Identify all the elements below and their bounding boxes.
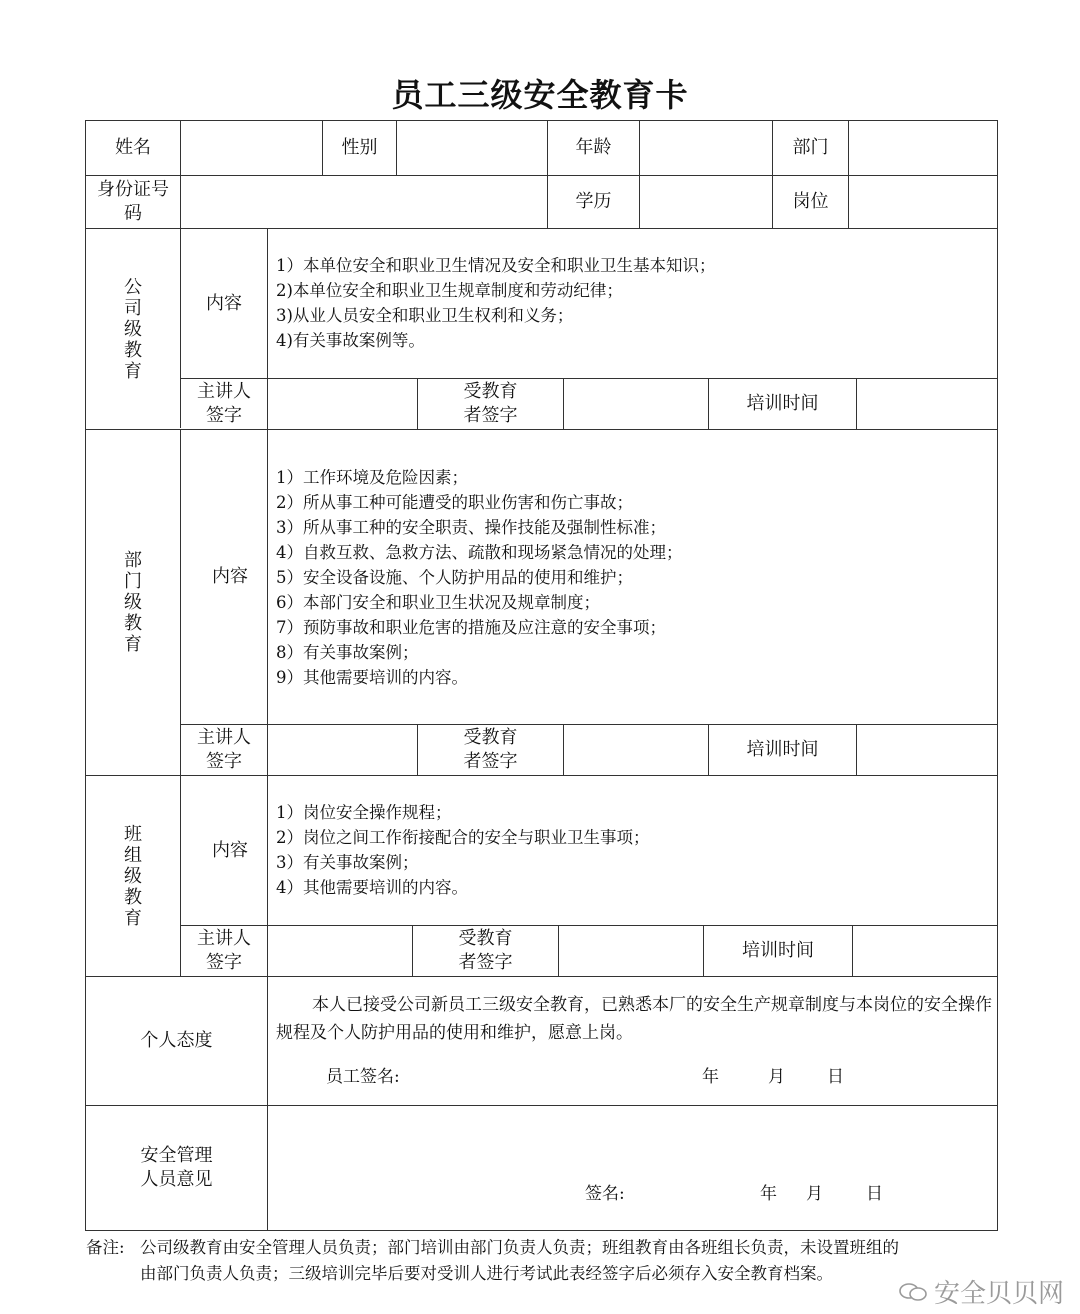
department-trainee-sign-field[interactable] (564, 725, 708, 775)
list-item: 1）本单位安全和职业卫生情况及安全和职业卫生基本知识； (276, 256, 716, 275)
attitude-year-label: 年 (702, 1067, 719, 1087)
position-field[interactable] (849, 176, 997, 228)
vertical-label-char: 教 (124, 339, 142, 361)
manager-year-label: 年 (760, 1184, 777, 1204)
gender-label: 性别 (341, 137, 378, 158)
department-training-time-field[interactable] (857, 725, 997, 775)
list-item: 1）岗位安全操作规程； (276, 803, 452, 822)
department-content-list (276, 465, 683, 690)
team-lecturer-sign-label: 主讲人 签字 (197, 928, 251, 973)
list-item: 4）自救互救、急救方法、疏散和现场紧急情况的处理； (276, 543, 683, 562)
list-item: 4）其他需要培训的内容。 (276, 878, 468, 897)
list-item: 4)有关事故案例等。 (276, 331, 425, 350)
attitude-month-label: 月 (768, 1067, 785, 1087)
vertical-label-char: 育 (124, 634, 142, 655)
team-trainee-sign-label: 受教育 者签字 (458, 928, 513, 973)
attitude-statement: 本人已接受公司新员工三级安全教育，已熟悉本厂的安全生产规章制度与本岗位的安全操作规程及个人防护用品的使用和维护，愿意上岗。 (276, 995, 992, 1043)
vertical-label-char: 部 (124, 550, 142, 571)
id-number-field[interactable] (181, 176, 547, 228)
manager-opinion-field[interactable] (268, 1106, 997, 1176)
list-item: 9）其他需要培训的内容。 (276, 668, 468, 687)
company-training-time-label: 培训时间 (746, 393, 819, 414)
department-label: 部门 (792, 137, 829, 158)
company-lecturer-sign-field[interactable] (268, 379, 417, 429)
department-field[interactable] (849, 121, 997, 175)
team-trainee-sign-field[interactable] (559, 926, 703, 976)
vertical-label-char: 司 (124, 297, 142, 319)
vertical-label-char: 组 (124, 844, 142, 866)
company-lecturer-sign-label: 主讲人 签字 (197, 381, 251, 426)
gender-field[interactable] (397, 121, 547, 175)
position-label: 岗位 (792, 191, 829, 212)
vertical-label-char: 育 (124, 907, 142, 929)
vertical-label-char: 教 (124, 613, 142, 634)
chat-bubbles-icon (898, 1282, 928, 1302)
team-content-label: 内容 (212, 839, 248, 861)
list-item: 5）安全设备设施、个人防护用品的使用和维护； (276, 568, 633, 587)
company-training-time-field[interactable] (857, 379, 997, 429)
vertical-label-char: 级 (124, 865, 142, 887)
employee-sign-field[interactable] (420, 1064, 680, 1090)
list-item: 2）所从事工种可能遭受的职业伤害和伤亡事故； (276, 493, 633, 512)
document-title: 员工三级安全教育卡 (391, 76, 689, 114)
age-label: 年龄 (575, 137, 612, 158)
department-content-label: 内容 (212, 566, 248, 587)
education-field[interactable] (640, 176, 772, 228)
attitude-label: 个人态度 (140, 1030, 213, 1051)
department-training-time-label: 培训时间 (746, 739, 819, 760)
department-trainee-sign-label: 受教育 者签字 (463, 727, 518, 772)
vertical-label-char: 班 (124, 823, 142, 845)
name-field[interactable] (181, 121, 322, 175)
remark-line-1: 公司级教育由安全管理人员负责；部门培训由部门负责人负责；班组教育由各班组长负责，未设置班组的 (140, 1238, 899, 1257)
department-section-label (120, 430, 146, 775)
list-item: 8）有关事故案例； (276, 643, 419, 662)
vertical-label-char: 公 (124, 276, 142, 298)
list-item: 3)从业人员安全和职业卫生权利和义务； (276, 306, 574, 325)
team-training-time-label: 培训时间 (742, 940, 814, 961)
department-lecturer-sign-label: 主讲人 签字 (197, 727, 251, 772)
list-item: 2)本单位安全和职业卫生规章制度和劳动纪律； (276, 281, 623, 300)
company-content-label: 内容 (206, 292, 242, 314)
watermark (898, 1273, 1064, 1310)
id-number-label: 身份证号码 (97, 179, 169, 224)
list-item: 6）本部门安全和职业卫生状况及规章制度； (276, 593, 600, 612)
team-lecturer-sign-field[interactable] (268, 926, 412, 976)
manager-opinion-label: 安全管理 人员意见 (140, 1145, 213, 1190)
vertical-label-char: 级 (124, 318, 142, 340)
manager-month-label: 月 (806, 1184, 823, 1204)
remark-line-2: 由部门负责人负责；三级培训完毕后要对受训人进行考试此表经签字后必须存入安全教育档案。 (140, 1264, 833, 1283)
list-item: 1）工作环境及危险因素； (276, 468, 468, 487)
manager-day-label: 日 (866, 1184, 883, 1204)
vertical-label-char: 门 (124, 571, 142, 592)
department-lecturer-sign-field[interactable] (268, 725, 417, 775)
list-item: 3）有关事故案例； (276, 853, 419, 872)
company-trainee-sign-label: 受教育 者签字 (463, 381, 518, 426)
team-training-time-field[interactable] (853, 926, 997, 976)
manager-sign-label: 签名: (585, 1184, 625, 1204)
company-content-list (276, 253, 716, 353)
vertical-label-char: 级 (124, 592, 142, 613)
name-label: 姓名 (115, 137, 151, 158)
employee-sign-label: 员工签名: (326, 1067, 400, 1087)
remark-prefix: 备注: (86, 1238, 125, 1257)
attitude-day-label: 日 (827, 1067, 844, 1087)
education-label: 学历 (575, 191, 612, 212)
vertical-label-char: 教 (124, 886, 142, 908)
team-section-label (120, 776, 146, 976)
manager-sign-field[interactable] (636, 1181, 746, 1207)
company-trainee-sign-field[interactable] (564, 379, 708, 429)
list-item: 7）预防事故和职业危害的措施及应注意的安全事项； (276, 618, 666, 637)
age-field[interactable] (640, 121, 772, 175)
watermark-text: 安全贝贝网 (933, 1279, 1064, 1309)
list-item: 3）所从事工种的安全职责、操作技能及强制性标准； (276, 518, 666, 537)
team-content-list (276, 800, 650, 900)
company-section-label (120, 229, 146, 429)
vertical-label-char: 育 (124, 360, 142, 382)
list-item: 2）岗位之间工作衔接配合的安全与职业卫生事项； (276, 828, 650, 847)
